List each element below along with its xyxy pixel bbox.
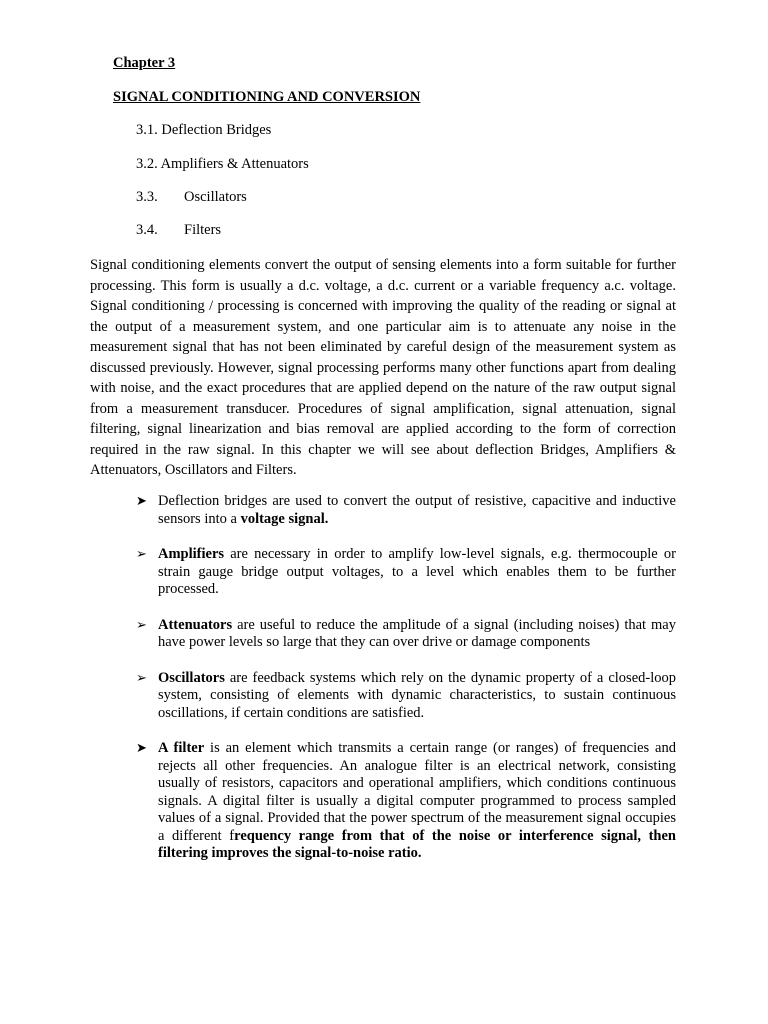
toc-label: Amplifiers & Attenuators: [160, 156, 309, 172]
arrow-bullet-icon: ➢: [136, 617, 147, 633]
bullet-oscillators: [136, 670, 676, 723]
bullet-lead: Amplifiers: [158, 546, 225, 562]
bullet-amplifiers: [136, 546, 676, 599]
bullet-text: is an element which transmits a certain range (or ranges) of frequencies and rejects all other frequencies. An analogue filter is an electrical network, consisting usually of resistors, capacitors and operational amplifiers, which conditions continuous signals. A digital filter is usually a digital computer programmed to process sampled values of a signal. Provided that the power spectrum of the measurement signal occupies a different f: [158, 740, 676, 844]
toc-item: [136, 189, 247, 206]
bullet-filter: [136, 740, 676, 863]
toc-item: [136, 122, 271, 139]
toc-label: Oscillators: [184, 189, 247, 205]
toc-label: Filters: [184, 222, 222, 238]
chapter-heading: Chapter 3: [113, 55, 176, 71]
bullet-list: [136, 493, 676, 881]
arrow-bullet-icon: ➤: [136, 494, 147, 509]
bullet-text: Deflection bridges are used to convert the output of resistive, capacitive and inductive sensors into a: [158, 493, 676, 527]
bullet-lead: A filter: [158, 740, 205, 756]
toc-number: 3.1.: [136, 122, 158, 138]
arrow-bullet-icon: ➢: [136, 670, 147, 686]
bullet-bold-tail: voltage signal.: [240, 510, 329, 527]
bullet-lead: Attenuators: [158, 616, 233, 633]
arrow-bullet-icon: ➤: [136, 741, 147, 756]
toc-item: [136, 222, 221, 239]
toc-number: 3.4.: [136, 222, 158, 238]
toc-label: Deflection Bridges: [161, 122, 272, 138]
intro-paragraph: Signal conditioning elements convert the output of sensing elements into a form suitable for further processing. This form is usually a d.c. voltage, a d.c. current or a variable frequency a.c. voltage. Signal conditioning / processing is concerned with improving the quality of the reading or signal at the output of a measurement system, and one particular aim is to attenuate any noise in the measurement signal that has not been eliminated by careful design of the measurement system as discussed previously. However, signal processing performs many other functions apart from dealing with noise, and the exact procedures that are applied depend on the nature of the raw output signal from a measurement transducer. Procedures of signal amplification, signal attenuation, signal filtering, signal linearization and bias removal are applied according to the form of correction required in the raw signal. In this chapter we will see about deflection Bridges, Amplifiers & Attenuators, Oscillators and Filters.: [90, 257, 676, 478]
bullet-lead: Oscillators: [158, 669, 225, 686]
bullet-text: are feedback systems which rely on the dynamic property of a closed-loop system, consisting of elements with dynamic characteristics, to sustain continuous oscillations, if certain conditions are satisfied.: [158, 669, 676, 721]
toc-item: [136, 156, 309, 173]
bullet-text: are useful to reduce the amplitude of a signal (including noises) that may have power levels so large that they can over drive or damage components: [158, 616, 676, 650]
bullet-text: are necessary in order to amplify low-level signals, e.g. thermocouple or strain gauge bridge output voltages, to a level which enables them to be further processed.: [158, 546, 676, 597]
toc-number: 3.2.: [136, 156, 158, 172]
toc-number: 3.3.: [136, 189, 158, 205]
bullet-attenuators: [136, 617, 676, 652]
section-title: SIGNAL CONDITIONING AND CONVERSION: [113, 89, 421, 105]
arrow-bullet-icon: ➢: [136, 547, 147, 562]
bullet-bold-tail: requency range from that of the noise or interference signal, then filtering improves the signal-to-noise ratio.: [158, 827, 676, 861]
bullet-deflection-bridges: [136, 493, 676, 528]
